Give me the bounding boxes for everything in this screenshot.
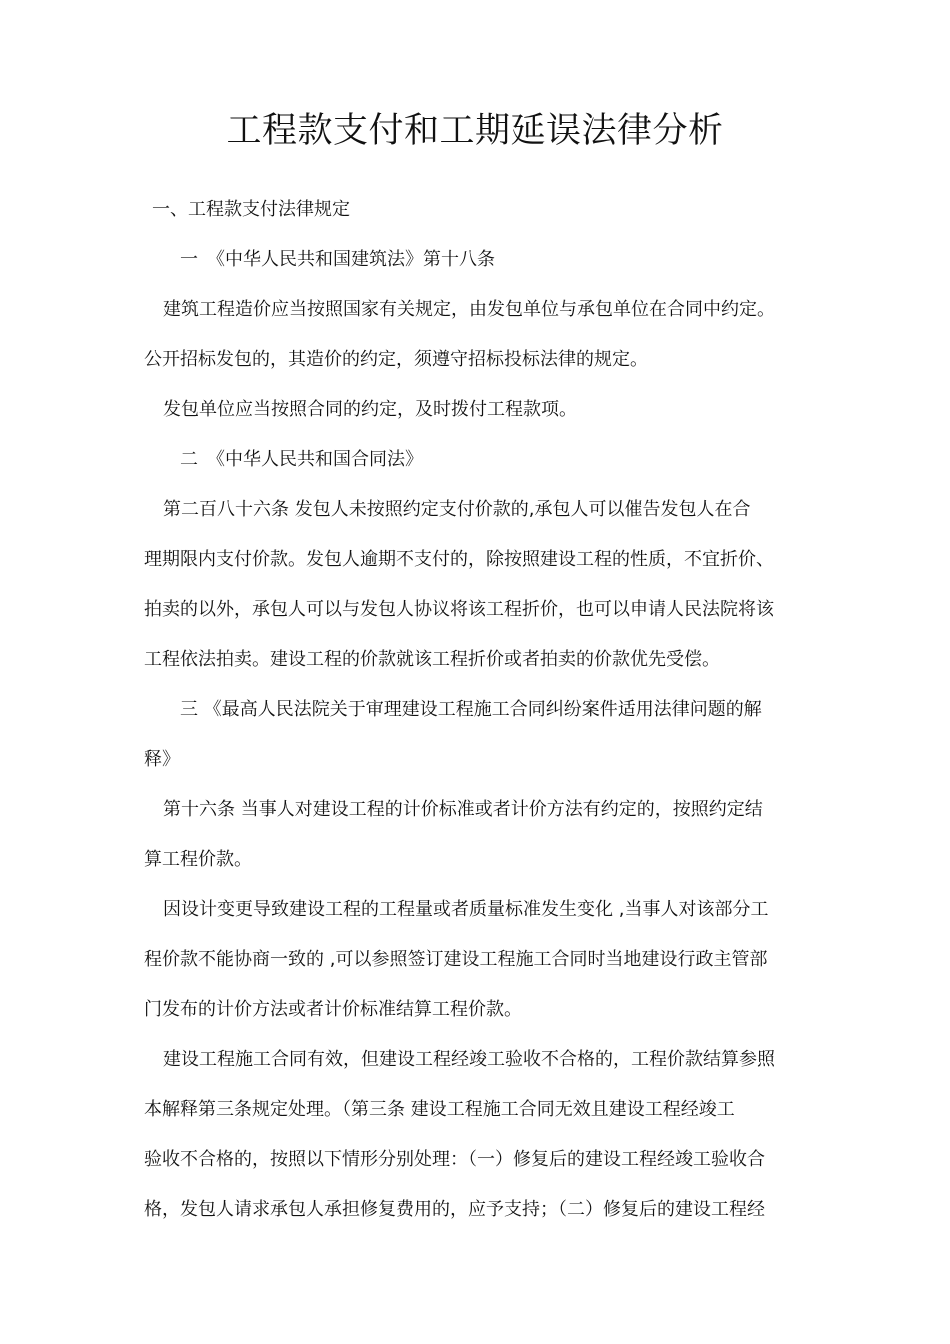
paragraph-line: 验收不合格的，按照以下情形分别处理：（一）修复后的建设工程经竣工验收合 — [144, 1149, 765, 1170]
paragraph-line: 拍卖的以外，承包人可以与发包人协议将该工程折价，也可以申请人民法院将该 — [144, 599, 774, 620]
paragraph-line: 建设工程施工合同有效，但建设工程经竣工验收不合格的，工程价款结算参照 — [163, 1049, 775, 1070]
paragraph-line: 工程依法拍卖。建设工程的价款就该工程折价或者拍卖的价款优先受偿。 — [144, 649, 720, 670]
paragraph-line: 因设计变更导致建设工程的工程量或者质量标准发生变化 ,当事人对该部分工 — [163, 899, 769, 920]
subsection-heading-1: 一 《中华人民共和国建筑法》第十八条 — [180, 249, 495, 270]
paragraph-line: 第十六条 当事人对建设工程的计价标准或者计价方法有约定的，按照约定结 — [163, 799, 763, 820]
paragraph-line: 公开招标发包的，其造价的约定，须遵守招标投标法律的规定。 — [144, 349, 648, 370]
paragraph-line: 格，发包人请求承包人承担修复费用的，应予支持；（二）修复后的建设工程经 — [144, 1199, 765, 1220]
paragraph-line: 第二百八十六条 发包人未按照约定支付价款的,承包人可以催告发包人在合 — [163, 499, 751, 520]
subsection-heading-3: 三 《最高人民法院关于审理建设工程施工合同纠纷案件适用法律问题的解 — [180, 699, 762, 720]
paragraph-line: 算工程价款。 — [144, 849, 252, 870]
section-heading-1: 一、工程款支付法律规定 — [152, 199, 350, 220]
paragraph-line: 理期限内支付价款。发包人逾期不支付的，除按照建设工程的性质，不宜折价、 — [144, 549, 774, 570]
subsection-heading-3-cont: 释》 — [144, 749, 180, 770]
paragraph-line: 建筑工程造价应当按照国家有关规定，由发包单位与承包单位在合同中约定。 — [163, 299, 775, 320]
paragraph-line: 发包单位应当按照合同的约定，及时拨付工程款项。 — [163, 399, 577, 420]
paragraph-line: 门发布的计价方法或者计价标准结算工程价款。 — [144, 999, 522, 1020]
paragraph-line: 本解释第三条规定处理。（第三条 建设工程施工合同无效且建设工程经竣工 — [144, 1099, 735, 1120]
subsection-heading-2: 二 《中华人民共和国合同法》 — [180, 449, 423, 470]
paragraph-line: 程价款不能协商一致的 ,可以参照签订建设工程施工合同时当地建设行政主管部 — [144, 949, 768, 970]
document-title: 工程款支付和工期延误法律分析 — [226, 111, 724, 151]
